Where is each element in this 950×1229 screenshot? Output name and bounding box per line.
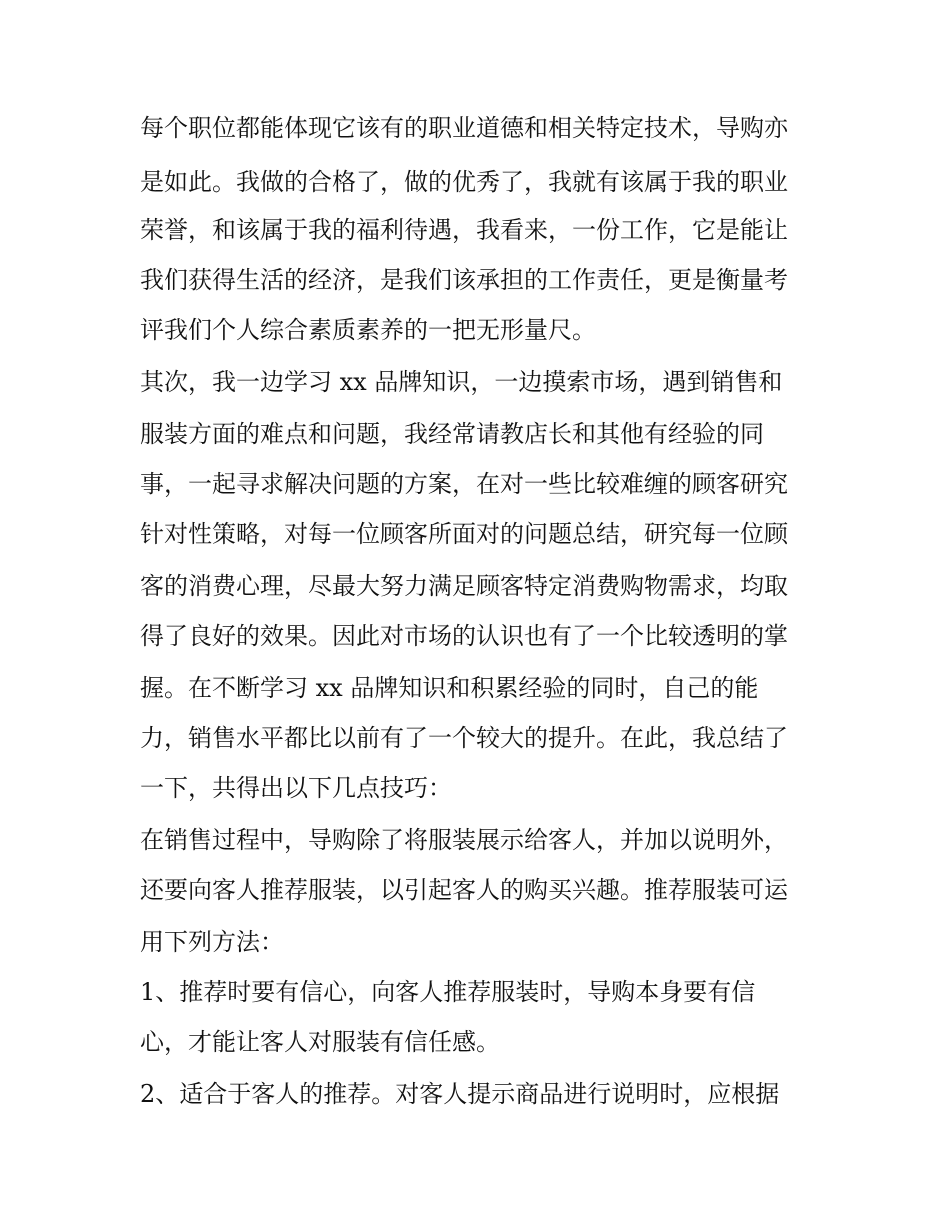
text-line-8: 事，一起寻求解决问题的方案，在对一些比较难缠的顾客研究: [140, 470, 788, 498]
text-line-15: 在销售过程中，导购除了将服装展示给客人，并加以说明外，: [140, 826, 788, 854]
text-line-18: 1、推荐时要有信心，向客人推荐服装时，导购本身要有信: [140, 978, 756, 1006]
text-line-3: 荣誉，和该属于我的福利待遇，我看来，一份工作，它是能让: [140, 216, 788, 244]
text-line-6: 其次，我一边学习 xx 品牌知识，一边摸索市场，遇到销售和: [140, 368, 783, 396]
text-line-14: 一下，共得出以下几点技巧：: [140, 774, 452, 802]
text-line-16: 还要向客人推荐服装，以引起客人的购买兴趣。推荐服装可运: [140, 876, 788, 904]
text-line-5: 评我们个人综合素质素养的一把无形量尺。: [140, 316, 596, 344]
text-line-13: 力，销售水平都比以前有了一个较大的提升。在此，我总结了: [140, 724, 788, 752]
text-line-20: 2、适合于客人的推荐。对客人提示商品进行说明时，应根据: [140, 1080, 780, 1108]
text-line-10: 客的消费心理，尽最大努力满足顾客特定消费购物需求，均取: [140, 572, 788, 600]
text-line-1: 每个职位都能体现它该有的职业道德和相关特定技术，导购亦: [140, 114, 788, 142]
text-line-12: 握。在不断学习 xx 品牌知识和积累经验的同时，自己的能: [140, 674, 759, 702]
text-line-4: 我们获得生活的经济，是我们该承担的工作责任，更是衡量考: [140, 266, 788, 294]
text-line-11: 得了良好的效果。因此对市场的认识也有了一个比较透明的掌: [140, 622, 788, 650]
text-line-9: 针对性策略，对每一位顾客所面对的问题总结，研究每一位顾: [140, 520, 788, 548]
text-line-17: 用下列方法：: [140, 928, 284, 956]
text-line-2: 是如此。我做的合格了，做的优秀了，我就有该属于我的职业: [140, 168, 788, 196]
text-line-19: 心，才能让客人对服装有信任感。: [140, 1028, 500, 1056]
text-line-7: 服装方面的难点和问题，我经常请教店长和其他有经验的同: [140, 420, 764, 448]
